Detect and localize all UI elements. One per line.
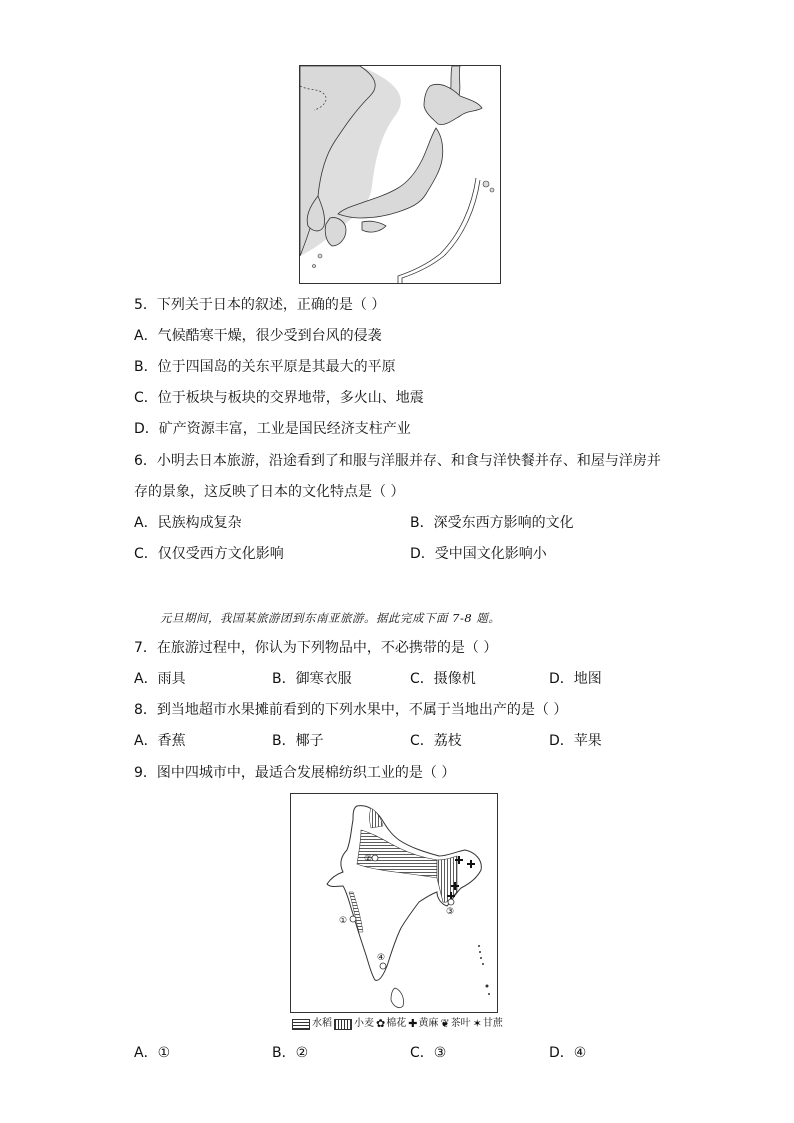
question-5-option-b[interactable]: B．位于四国岛的关东平原是其最大的平原	[134, 359, 396, 375]
city-label-3: ③	[446, 907, 455, 917]
question-5-stem: 5．下列关于日本的叙述，正确的是（ ）	[134, 297, 386, 313]
question-9-option-a[interactable]: A．①	[134, 1045, 171, 1061]
legend-wheat: 小麦	[354, 1018, 374, 1029]
question-6-option-b[interactable]: B．深受东西方影响的文化	[410, 515, 574, 531]
legend-jute: 黄麻	[418, 1018, 439, 1029]
question-6-option-a[interactable]: A．民族构成复杂	[134, 515, 242, 531]
cotton-icon: ✿	[376, 1017, 386, 1030]
question-8-option-c[interactable]: C．荔枝	[410, 733, 462, 749]
question-5-option-a[interactable]: A．气候酷寒干燥，很少受到台风的侵袭	[134, 328, 382, 344]
question-8-option-b[interactable]: B．椰子	[272, 733, 324, 749]
india-map	[290, 793, 498, 1013]
question-5-option-d[interactable]: D．矿产资源丰富，工业是国民经济支柱产业	[134, 421, 411, 437]
question-7-option-a[interactable]: A．雨具	[134, 671, 186, 687]
question-8-stem: 8．到当地超市水果摊前看到的下列水果中，不属于当地出产的是（ ）	[134, 702, 568, 718]
sugarcane-icon: ✶	[472, 1017, 482, 1030]
city-label-2: ②	[364, 854, 373, 864]
jute-icon: ✚	[408, 1017, 418, 1030]
question-7-option-b[interactable]: B．御寒衣服	[272, 671, 352, 687]
rice-swatch-icon	[292, 1019, 310, 1030]
japan-map	[299, 65, 501, 284]
question-9-stem: 9．图中四城市中，最适合发展棉纺织工业的是（ ）	[134, 765, 456, 781]
city-label-1: ①	[339, 916, 348, 926]
question-9-option-d[interactable]: D．④	[549, 1045, 587, 1061]
question-7-option-d[interactable]: D．地图	[549, 671, 602, 687]
map-legend	[292, 1017, 503, 1031]
legend-cotton: 棉花	[386, 1018, 407, 1029]
legend-rice: 水稻	[312, 1018, 332, 1029]
wheat-swatch-icon	[334, 1019, 352, 1030]
question-6-stem-line1: 6．小明去日本旅游，沿途看到了和服与洋服并存、和食与洋快餐并存、和屋与洋房并	[134, 453, 661, 469]
question-7-stem: 7．在旅游过程中，你认为下列物品中，不必携带的是（ ）	[134, 640, 498, 656]
legend-sugarcane: 甘蔗	[482, 1018, 503, 1029]
question-9-option-c[interactable]: C．③	[410, 1045, 447, 1061]
question-6-option-d[interactable]: D．受中国文化影响小	[410, 546, 547, 562]
india-map-drawing	[291, 794, 497, 1012]
city-label-4: ④	[377, 953, 386, 963]
question-8-option-d[interactable]: D．苹果	[549, 733, 602, 749]
japan-map-drawing	[300, 66, 500, 283]
question-9-option-b[interactable]: B．②	[272, 1045, 309, 1061]
question-7-option-c[interactable]: C．摄像机	[410, 671, 476, 687]
intro-note: 元旦期间，我国某旅游团到东南亚旅游。据此完成下面 7-8 题。	[160, 611, 501, 625]
legend-tea: 茶叶	[450, 1018, 471, 1029]
question-8-option-a[interactable]: A．香蕉	[134, 733, 186, 749]
question-6-stem-line2: 存的景象，这反映了日本的文化特点是（ ）	[134, 484, 405, 500]
tea-leaf-icon: ❦	[440, 1017, 450, 1030]
question-5-option-c[interactable]: C．位于板块与板块的交界地带，多火山、地震	[134, 390, 424, 406]
question-6-option-c[interactable]: C．仅仅受西方文化影响	[134, 546, 284, 562]
